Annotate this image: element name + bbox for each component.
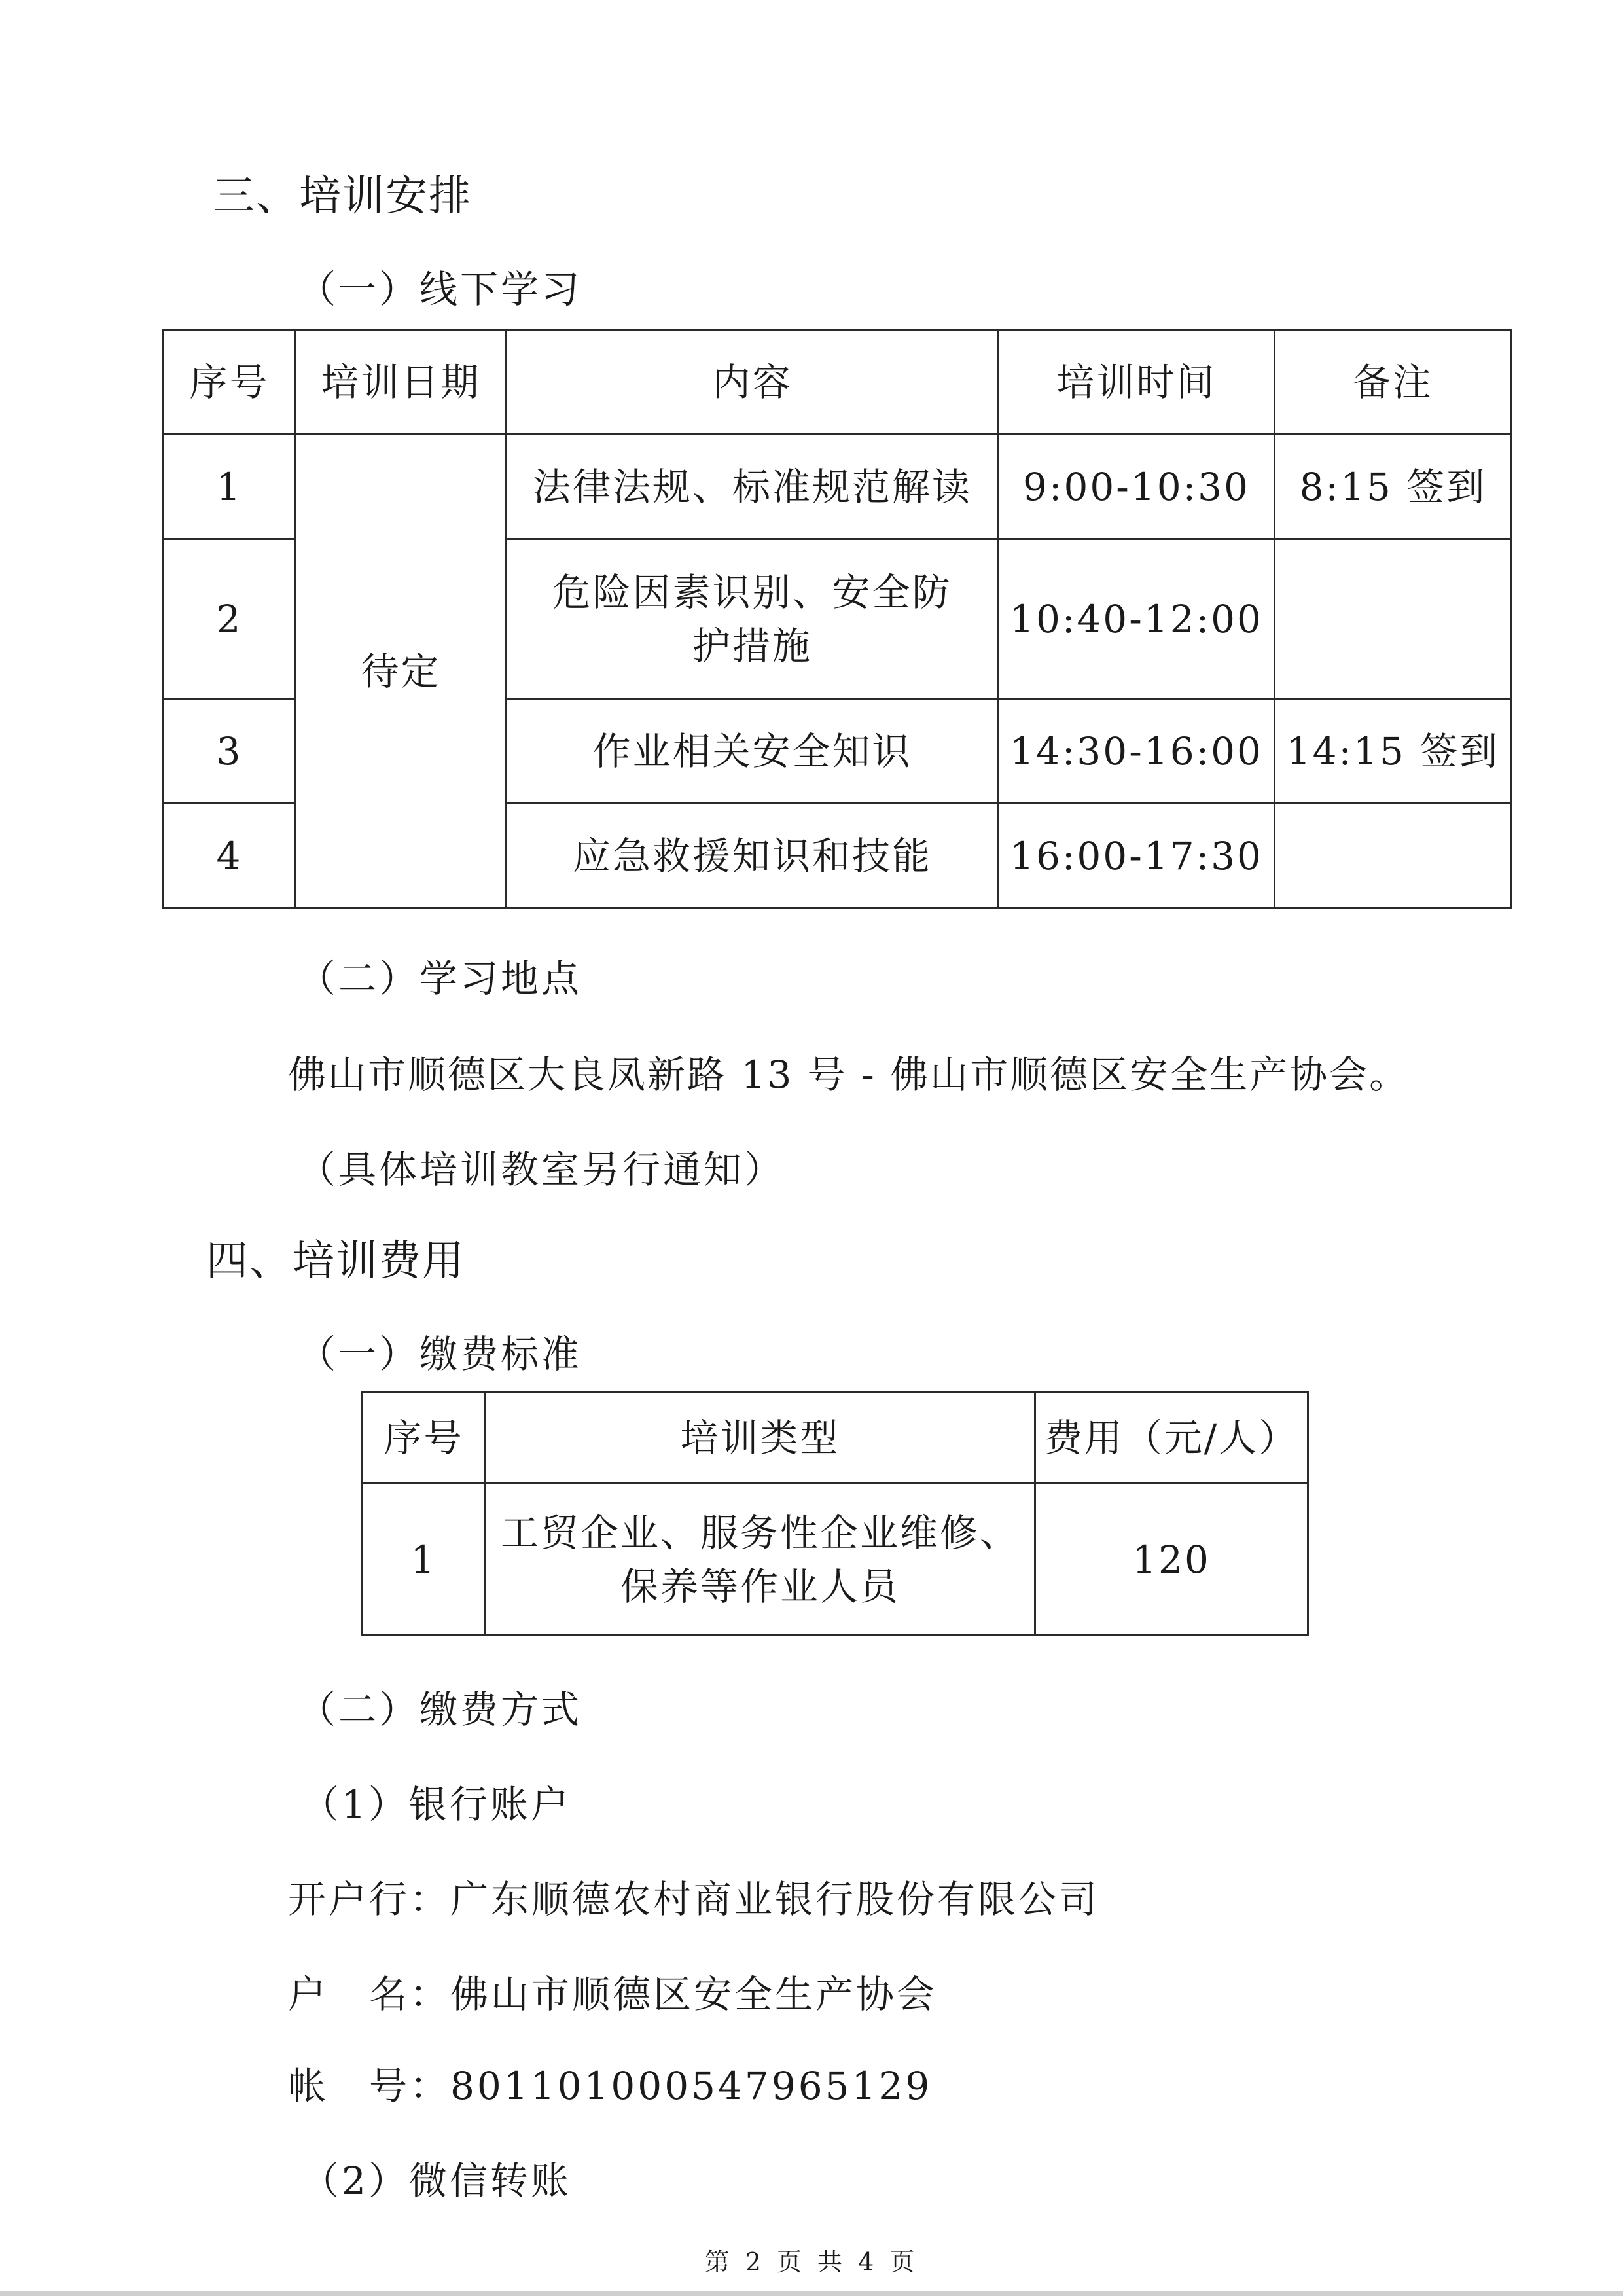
table-row <box>363 1484 1308 1636</box>
fee-row-no: 1 <box>363 1484 486 1636</box>
header-time: 培训时间 <box>999 330 1275 435</box>
row-no: 4 <box>164 804 296 908</box>
fee-standard-heading: （一）缴费标准 <box>298 1332 582 1376</box>
row-note <box>1275 804 1512 908</box>
study-address: 佛山市顺德区大良凤新路 13 号 - 佛山市顺德区安全生产协会。 <box>288 1052 1410 1097</box>
payment-method-heading: （二）缴费方式 <box>298 1687 582 1732</box>
table-row <box>164 435 1512 539</box>
address-note: （具体培训教室另行通知） <box>298 1147 785 1192</box>
row-time: 16:00-17:30 <box>999 804 1275 908</box>
header-note: 备注 <box>1275 330 1512 435</box>
study-location-heading: （二）学习地点 <box>298 956 582 1001</box>
header-no: 序号 <box>164 330 296 435</box>
fee-table <box>361 1391 1309 1636</box>
section-4-title: 四、培训费用 <box>206 1237 465 1285</box>
row-note: 14:15 签到 <box>1275 699 1512 804</box>
section-3-title: 三、培训安排 <box>213 172 472 221</box>
row-time: 14:30-16:00 <box>999 699 1275 804</box>
date-cell: 待定 <box>296 435 507 908</box>
fee-row-amount: 120 <box>1035 1484 1308 1636</box>
bank-account-heading: （1）银行账户 <box>301 1782 571 1827</box>
row-no: 2 <box>164 539 296 699</box>
table-header-row <box>164 330 1512 435</box>
header-content: 内容 <box>507 330 999 435</box>
row-note <box>1275 539 1512 699</box>
scan-bottom-edge <box>0 2291 1623 2296</box>
row-no: 3 <box>164 699 296 804</box>
fee-header-amount: 费用（元/人） <box>1035 1392 1308 1484</box>
row-no: 1 <box>164 435 296 539</box>
wechat-transfer-heading: （2）微信转账 <box>301 2159 571 2203</box>
schedule-table <box>162 329 1512 909</box>
row-time: 9:00-10:30 <box>999 435 1275 539</box>
bank-name: 开户行：广东顺德农村商业银行股份有限公司 <box>288 1877 1100 1922</box>
page-number-footer: 第 2 页 共 4 页 <box>704 2248 919 2276</box>
row-content: 危险因素识别、安全防护措施 <box>507 539 999 699</box>
fee-header-row <box>363 1392 1308 1484</box>
row-content: 作业相关安全知识 <box>507 699 999 804</box>
account-name: 户 名：佛山市顺德区安全生产协会 <box>288 1972 938 2017</box>
row-time: 10:40-12:00 <box>999 539 1275 699</box>
account-number: 帐 号：801101000547965129 <box>288 2064 933 2108</box>
row-content: 法律法规、标准规范解读 <box>507 435 999 539</box>
offline-study-heading: （一）线下学习 <box>298 267 582 312</box>
fee-row-type: 工贸企业、服务性企业维修、保养等作业人员 <box>486 1484 1035 1636</box>
fee-header-type: 培训类型 <box>486 1392 1035 1484</box>
row-content: 应急救援知识和技能 <box>507 804 999 908</box>
fee-header-no: 序号 <box>363 1392 486 1484</box>
header-date: 培训日期 <box>296 330 507 435</box>
row-note: 8:15 签到 <box>1275 435 1512 539</box>
